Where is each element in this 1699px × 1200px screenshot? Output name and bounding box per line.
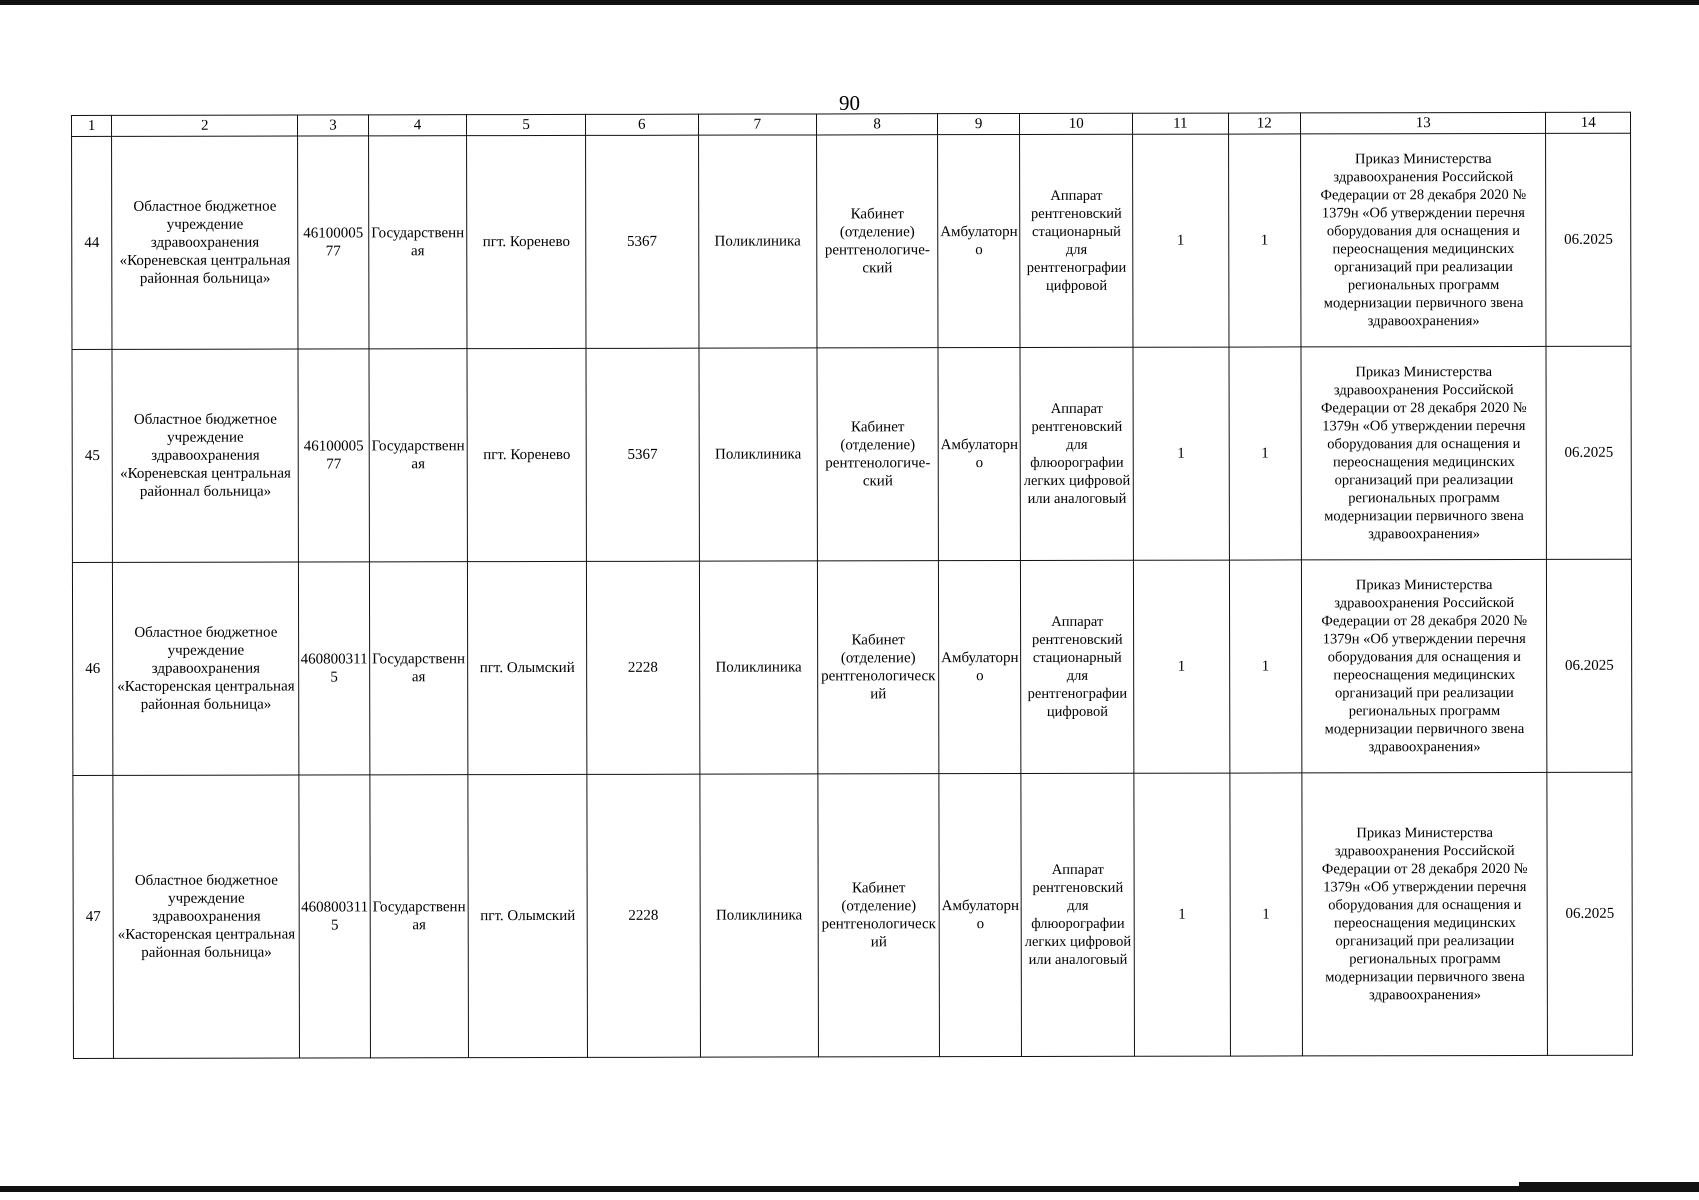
row-number: 45 (72, 349, 113, 562)
ownership-form: Государственная (369, 562, 468, 775)
organization-code: 4608003115 (299, 562, 370, 775)
scan-bottom-edge-shadow (1519, 1182, 1699, 1192)
quantity-cell: 1 (1229, 347, 1302, 560)
delivery-date: 06.2025 (1547, 772, 1632, 1055)
population: 5367 (586, 348, 699, 561)
population: 2228 (586, 561, 699, 774)
scan-top-edge (0, 0, 1699, 5)
column-header: 6 (585, 114, 698, 135)
organization-name: Областное бюджетное учреждение здравоохранения «Кореневская центральная районнал больница» (112, 349, 299, 562)
organization-code: 4610000577 (298, 349, 369, 562)
delivery-date: 06.2025 (1546, 133, 1631, 346)
column-header: 11 (1133, 113, 1229, 134)
ownership-form: Государственная (369, 349, 468, 562)
table-row (72, 346, 1631, 562)
facility-type: Поликлиника (699, 561, 818, 774)
ownership-form: Государственная (370, 775, 469, 1058)
table-row (73, 772, 1633, 1058)
column-header: 5 (467, 114, 586, 135)
locality: пгт. Коренево (467, 135, 586, 348)
column-header: 1 (72, 115, 112, 136)
quantity-cell: 1 (1229, 773, 1302, 1056)
column-header: 4 (368, 115, 467, 136)
row-number: 47 (73, 775, 114, 1058)
quantity-cell: 1 (1133, 134, 1229, 347)
quantity-cell: 1 (1229, 560, 1302, 773)
organization-name: Областное бюджетное учреждение здравоохранения «Кореневская центральная районная больница» (112, 136, 299, 349)
department: Кабинет (отделение) рентгенологиче-ский (817, 135, 938, 348)
organization-name: Областное бюджетное учреждение здравоохранения «Касторенская центральная районная больница» (113, 775, 300, 1058)
care-mode: Амбулаторно (938, 561, 1021, 774)
care-mode: Амбулаторно (938, 348, 1021, 561)
scan-bottom-edge (0, 1186, 1699, 1192)
equipment-name: Аппарат рентгеновский для флюорографии легких цифровой или аналоговый (1020, 347, 1133, 560)
column-header: 2 (112, 115, 298, 136)
equipment-name: Аппарат рентгеновский стационарный для рентгенографии цифровой (1020, 134, 1133, 347)
quantity-cell: 1 (1133, 560, 1229, 773)
legal-basis: Приказ Министерства здравоохранения Российской Федерации от 28 декабря 2020 № 1379н «Об утверждении перечня оборудования для оснащения и переоснащения медицинских организаций при реализации региональных программ модернизации первичного звена здравоохранения» (1301, 559, 1547, 773)
column-header: 3 (298, 115, 368, 136)
population: 5367 (585, 135, 698, 348)
locality: пгт. Олымский (468, 774, 587, 1057)
organization-name: Областное бюджетное учреждение здравоохранения «Касторенская центральная районная больница» (113, 562, 300, 775)
column-header: 13 (1300, 112, 1545, 134)
department: Кабинет (отделение) рентгенологический (818, 774, 939, 1057)
quantity-cell: 1 (1133, 347, 1229, 560)
column-header: 12 (1228, 113, 1300, 134)
ownership-form: Государственная (368, 136, 467, 349)
table-row (72, 559, 1631, 775)
row-number: 44 (72, 136, 113, 349)
column-header: 7 (698, 114, 817, 135)
department: Кабинет (отделение) рентгенологиче-ский (817, 348, 938, 561)
population: 2228 (587, 774, 700, 1057)
facility-type: Поликлиника (698, 135, 817, 348)
department: Кабинет (отделение) рентгенологический (818, 561, 939, 774)
row-number: 46 (72, 562, 113, 775)
care-mode: Амбулаторно (939, 774, 1022, 1057)
delivery-date: 06.2025 (1546, 346, 1631, 559)
delivery-date: 06.2025 (1547, 559, 1632, 772)
equipment-name: Аппарат рентгеновский стационарный для рентгенографии цифровой (1021, 560, 1134, 773)
column-header: 8 (817, 114, 938, 135)
legal-basis: Приказ Министерства здравоохранения Российской Федерации от 28 декабря 2020 № 1379н «Об утверждении перечня оборудования для оснащения и переоснащения медицинских организаций при реализации региональных программ модернизации первичного звена здравоохранения» (1302, 772, 1548, 1056)
column-header: 9 (937, 114, 1020, 135)
locality: пгт. Коренево (467, 348, 586, 561)
quantity-cell: 1 (1228, 134, 1301, 347)
column-header: 10 (1020, 113, 1133, 134)
legal-basis: Приказ Министерства здравоохранения Российской Федерации от 28 декабря 2020 № 1379н «Об утверждении перечня оборудования для оснащения и переоснащения медицинских организаций при реализации региональных программ модернизации первичного звена здравоохранения» (1301, 346, 1547, 560)
organization-code: 4610000577 (298, 136, 369, 349)
page-number: 90 (839, 91, 860, 115)
equipment-table (71, 112, 1633, 1059)
facility-type: Поликлиника (699, 774, 818, 1057)
care-mode: Амбулаторно (937, 135, 1020, 348)
facility-type: Поликлиника (699, 348, 818, 561)
organization-code: 4608003115 (299, 775, 370, 1058)
column-header: 14 (1546, 112, 1631, 133)
legal-basis: Приказ Министерства здравоохранения Российской Федерации от 28 декабря 2020 № 1379н «Об утверждении перечня оборудования для оснащения и переоснащения медицинских организаций при реализации региональных программ модернизации первичного звена здравоохранения» (1301, 133, 1547, 347)
equipment-name: Аппарат рентгеновский для флюорографии легких цифровой или аналоговый (1021, 773, 1134, 1056)
quantity-cell: 1 (1134, 773, 1230, 1056)
table-row (72, 133, 1631, 349)
locality: пгт. Олымский (468, 561, 587, 774)
